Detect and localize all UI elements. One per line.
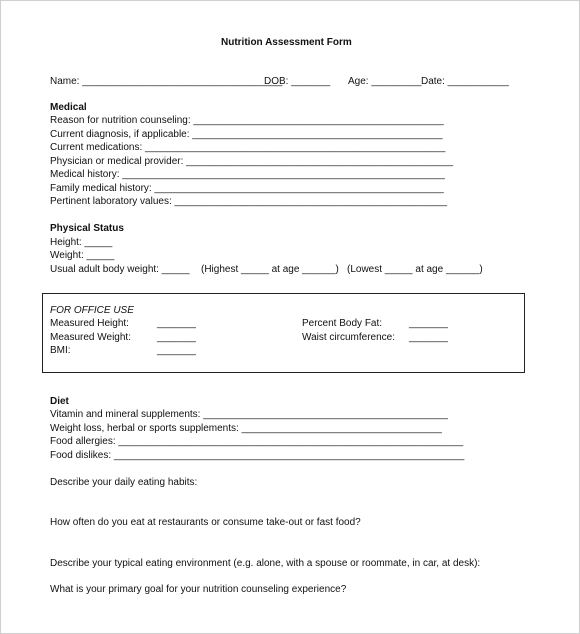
height-field[interactable]: Height: _____	[50, 237, 113, 248]
lab-values-field[interactable]: Pertinent laboratory values: _________________________________________________	[50, 196, 448, 207]
date-field[interactable]: Date: ___________	[421, 76, 509, 87]
bmi-blank[interactable]: _______	[157, 345, 196, 356]
usual-weight-field[interactable]: Usual adult body weight: _____	[50, 264, 190, 275]
supplements-field[interactable]: Weight loss, herbal or sports supplements: ____________________________________	[50, 423, 442, 434]
medications-field[interactable]: Current medications: ______________________________________________________	[50, 142, 446, 153]
form-title: Nutrition Assessment Form	[221, 37, 352, 48]
diet-heading: Diet	[50, 396, 69, 407]
question-eating-habits: Describe your daily eating habits:	[50, 477, 198, 488]
bmi-label: BMI:	[50, 345, 71, 356]
food-dislikes-field[interactable]: Food dislikes: _______________________________________________________________	[50, 450, 465, 461]
name-field[interactable]: Name: ____________________________________	[50, 76, 283, 87]
body-fat-label: Percent Body Fat:	[302, 318, 383, 329]
physician-field[interactable]: Physician or medical provider: ________________________________________________	[50, 156, 454, 167]
vitamins-field[interactable]: Vitamin and mineral supplements: ____________________________________________	[50, 409, 448, 420]
office-heading: FOR OFFICE USE	[50, 305, 134, 316]
physical-heading: Physical Status	[50, 223, 124, 234]
family-history-field[interactable]: Family medical history: ____________________________________________________	[50, 183, 444, 194]
question-restaurants: How often do you eat at restaurants or consume take-out or fast food?	[50, 517, 361, 528]
diagnosis-field[interactable]: Current diagnosis, if applicable: _____________________________________________	[50, 129, 443, 140]
reason-field[interactable]: Reason for nutrition counseling: _____________________________________________	[50, 115, 444, 126]
measured-weight-label: Measured Weight:	[50, 332, 131, 343]
waist-blank[interactable]: _______	[409, 332, 448, 343]
measured-height-label: Measured Height:	[50, 318, 129, 329]
body-fat-blank[interactable]: _______	[409, 318, 448, 329]
age-field[interactable]: Age: _________	[348, 76, 422, 87]
question-environment: Describe your typical eating environment (e.g. alone, with a spouse or roommate, in car, at desk):	[50, 558, 481, 569]
question-goal: What is your primary goal for your nutrition counseling experience?	[50, 584, 347, 595]
dob-field[interactable]: DOB: _______	[264, 76, 331, 87]
food-allergies-field[interactable]: Food allergies: ______________________________________________________________	[50, 436, 464, 447]
weight-field[interactable]: Weight: _____	[50, 250, 115, 261]
lowest-weight-field[interactable]: (Lowest _____ at age ______)	[347, 264, 483, 275]
medical-heading: Medical	[50, 102, 87, 113]
measured-height-blank[interactable]: _______	[157, 318, 196, 329]
measured-weight-blank[interactable]: _______	[157, 332, 196, 343]
waist-label: Waist circumference:	[302, 332, 395, 343]
medical-history-field[interactable]: Medical history: __________________________________________________________	[50, 169, 445, 180]
highest-weight-field[interactable]: (Highest _____ at age ______)	[201, 264, 339, 275]
